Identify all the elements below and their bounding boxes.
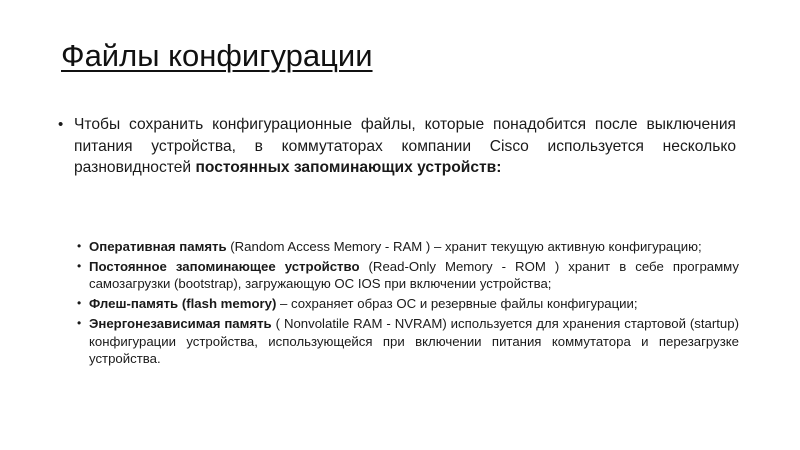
list-item <box>77 258 739 293</box>
list-item <box>77 238 739 256</box>
item-description: (Read-Only Memory - ROM ) хранит в себе программу самозагрузки (bootstrap), загружающую ОС IOS при включении устройства; <box>89 258 739 292</box>
item-term: Энергонезависимая память <box>89 315 272 331</box>
bullet-icon: • <box>77 258 82 273</box>
list-item <box>77 295 739 313</box>
item-term: Оперативная память <box>89 239 227 254</box>
intro-paragraph <box>58 114 736 179</box>
item-description: (Random Access Memory - RAM ) – хранит текущую активную конфигурацию; <box>226 239 702 254</box>
intro-text: Чтобы сохранить конфигурационные файлы, которые понадобится после выключения питания устройства, в коммутаторах компании Cisco используется несколько разновидностей <box>74 116 736 176</box>
item-description: ( Nonvolatile RAM - NVRAM) используется для хранения стартовой (startup) конфигурации устройства, использующейся при включении питания коммутатора и перезагрузке устройства. <box>89 315 739 367</box>
item-term: Флеш-память (flash memory) <box>89 296 277 312</box>
bullet-icon: • <box>77 296 82 311</box>
list-item <box>77 315 739 368</box>
bullet-icon: • <box>77 239 82 253</box>
bullet-icon: • <box>77 315 82 330</box>
item-description: – сохраняет образ ОС и резервные файлы конфигурации; <box>276 296 638 312</box>
main-bullet-list <box>58 114 736 179</box>
intro-tail: : <box>496 159 502 176</box>
slide-title: Файлы конфигурации <box>61 38 373 73</box>
bullet-icon: • <box>58 116 64 133</box>
memory-types-list <box>77 238 739 370</box>
item-term: Постоянное запоминающее устройство <box>89 258 360 274</box>
intro-bold-text: постоянных запоминающих устройств <box>195 159 497 176</box>
